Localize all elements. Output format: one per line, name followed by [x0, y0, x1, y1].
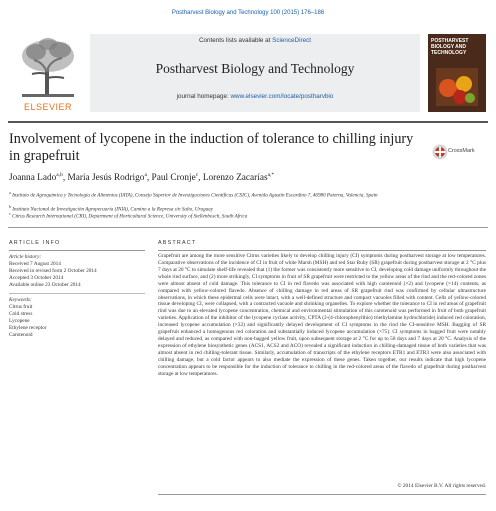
author-affiliation-marker[interactable]: a,b: [56, 172, 63, 178]
article-history-label: Article history:: [9, 254, 42, 260]
author-name[interactable]: María Jesús Rodrigo: [67, 173, 145, 184]
history-entry: Received in revised form 2 October 2014: [9, 267, 97, 274]
affiliation-text: Citrus Research International (CRI), Department of Horticultural Science, University of Stellenbosch, South Africa: [12, 213, 248, 220]
copyright-notice: © 2014 Elsevier B.V. All rights reserved.: [397, 483, 486, 489]
crossmark-icon: [432, 144, 448, 160]
abstract-divider: [158, 250, 486, 251]
author-separator: ,: [198, 173, 203, 184]
keyword: Ethylene receptor: [9, 324, 47, 331]
elsevier-tree-icon: [12, 34, 84, 100]
produce-cover-image: [436, 68, 478, 106]
keywords-divider: [9, 293, 145, 294]
homepage-link[interactable]: www.elsevier.com/locate/postharvbio: [230, 93, 334, 100]
contents-line: [90, 37, 420, 44]
article-history: [9, 254, 149, 289]
history-entry: Accepted 3 October 2014: [9, 274, 64, 281]
sciencedirect-link[interactable]: ScienceDirect: [272, 37, 311, 44]
affiliation: [9, 211, 479, 220]
author-separator: ,: [146, 173, 152, 184]
history-entry: Available online 23 October 2014: [9, 281, 81, 288]
header-divider: [8, 121, 488, 123]
journal-homepage: [90, 93, 420, 100]
author-name[interactable]: Paul Cronje: [151, 173, 196, 184]
keyword: Cold stress: [9, 310, 33, 317]
journal-banner: [90, 34, 420, 112]
abstract-body: Grapefruit are among the more sensitive Citrus varieties likely to develop chilling injury (CI) symptoms during postharvest storage at low temperatures. Comparative observations of the incidence of CI in fruit of white Marsh (MSH) and red Star Ruby (SR) grapefruit during postharvest storage at 2 °C plus 7 days at 20 °C to simulate shelf-life revealed that (1) the former was consistently more sensitive to CI, developing cold damage uniformly throughout the whole rind surface, and (2) more strikingly, CI symptoms in fruit of SR grapefruit were restricted to the yellow areas of the rind and the red-colored zones were almost absent of cold damage. This tolerance to CI in red flavedo was associated with high carotenoid (×2) and lycopene (×14) contents, as compared with yellow-colored flavedo. Absence of chilling damage in red areas of SR grapefruit rind was confirmed by cellular ultrastructure observations, in which these epidermal cells were intact, with a well-defined structure and compact vacuoles filled with content. Cells of yellow-colored tissue developing CI, were collapsed, with a contracted vacuole and shrinking organelles. To explore whether the tolerance to CI in red areas of grapefruit rind was due to an elevated lycopene concentration, chemical and environmental stimulation of this carotenoid was performed in fruit of both grapefruit varieties. Application of the inhibitor of the lycopene cyclase activity, CPTA (2-(4-chlorophenylthio) triethylamine hydrochloride) induced red coloration, increased lycopene accumulation (×32) and significantly delayed development of CI symptoms in the rind the CI-sensitive MSH. Bagging of SR grapefruit enhanced a homogenous red coloration and substantially induced lycopene accumulation (×75). CI symptoms in bagged fruit were notably delayed and reduced, as compared with non-bagged yellow fruit, upon subsequent storage at 2 °C for up to 58 days and 7 days at 20 °C. Analysis of the expression of ethylene biosynthetic genes (ACS1, ACS2 and ACO) revealed a significant induction in chilling-damaged tissue of both varieties that was almost absent in red chilling-tolerant tissue. Similarly, accumulation of transcripts of the ethylene receptors ETR1 and ETR3 were also associated with chilling damage, but a cold factor appears to also mediate the expression of these genes. Taken together, our results indicate that high lycopene concentration appears to be responsible for the induction of tolerance to chilling in the red-colored areas of the flavedo of grapefruit during postharvest storage at low temperatures.: [158, 253, 486, 377]
affiliation: [9, 190, 479, 199]
history-entry: Received 7 August 2014: [9, 260, 61, 267]
author-separator: ,: [62, 173, 68, 184]
journal-cover[interactable]: [428, 34, 486, 112]
section-divider: [8, 227, 488, 228]
article-info-heading: ARTICLE INFO: [9, 240, 61, 246]
author-affiliation-marker[interactable]: c: [195, 172, 199, 178]
crossmark-label: CrossMark: [448, 148, 475, 154]
homepage-prefix: journal homepage:: [176, 93, 231, 100]
author-name[interactable]: Joanna Lado: [9, 173, 57, 184]
author-list: [9, 172, 274, 183]
affiliation-marker: c: [9, 211, 11, 216]
keywords: [9, 297, 149, 338]
journal-reference[interactable]: Postharvest Biology and Technology 100 (2015) 176–186: [171, 10, 325, 16]
keyword: Lycopene: [9, 317, 30, 324]
affiliation-text: Instituto de Agroquímica y Tecnología de Alimentos (IATA), Consejo Superior de Investigaciones Científicas (CSIC), Avenida Agustín Escardino 7, 46980 Paterna, Valencia, Spain: [12, 192, 378, 199]
keyword: Citrus fruit: [9, 303, 33, 310]
article-info-divider: [9, 250, 145, 251]
article-title: Involvement of lycopene in the induction of tolerance to chilling injury in grapefruit: [9, 131, 414, 164]
keyword: Carotenoid: [9, 331, 33, 338]
cover-title: POSTHARVEST BIOLOGY AND TECHNOLOGY: [431, 38, 469, 56]
journal-title: Postharvest Biology and Technology: [155, 61, 355, 76]
contents-prefix: Contents lists available at: [198, 37, 273, 44]
crossmark-badge[interactable]: [432, 136, 482, 166]
affiliation-marker: b: [9, 204, 11, 209]
author-affiliation-marker[interactable]: a: [144, 172, 147, 178]
keywords-label: Keywords:: [9, 297, 32, 303]
abstract-end-divider: [158, 494, 486, 495]
journal-header: [8, 30, 488, 116]
abstract-heading: ABSTRACT: [158, 240, 197, 246]
elsevier-logo[interactable]: [12, 34, 84, 112]
publisher-name: ELSEVIER: [23, 102, 73, 112]
author-affiliation-marker[interactable]: a,*: [267, 172, 275, 178]
affiliation-marker: a: [9, 190, 11, 195]
author-name[interactable]: Lorenzo Zacarías: [202, 173, 268, 184]
affiliation-text: Instituto Nacional de Investigación Agropecuaria (INIA), Camino a la Represa s/n Salto, Uruguay: [12, 206, 213, 213]
